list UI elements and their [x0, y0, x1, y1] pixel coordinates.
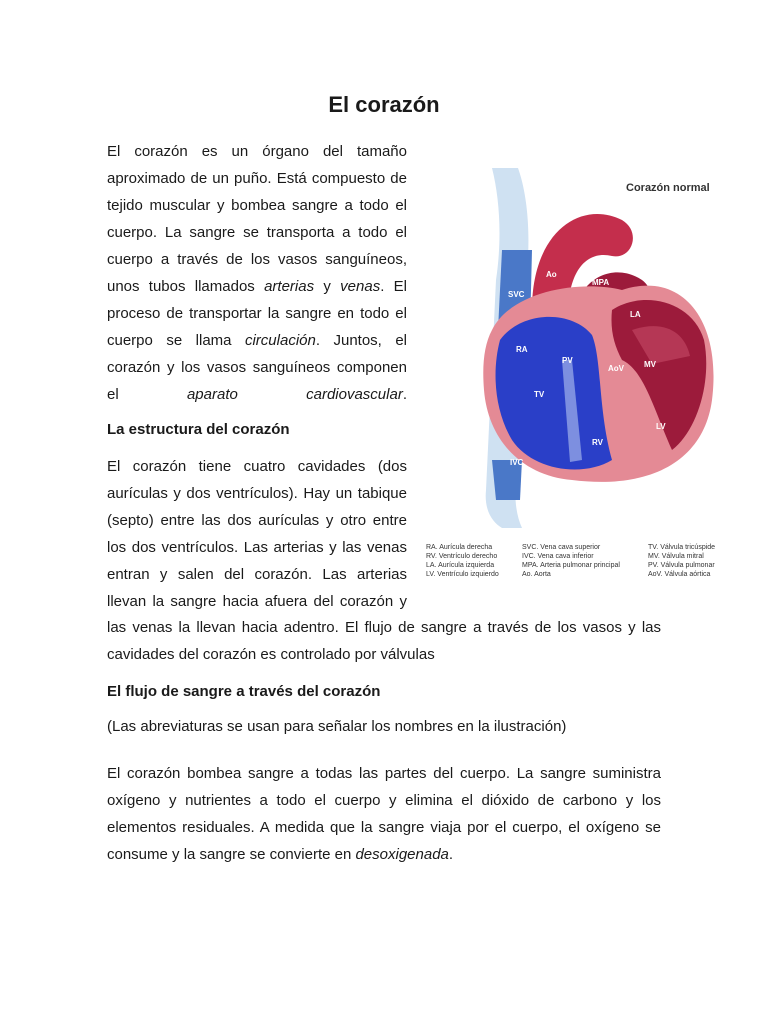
legend-item: RA. Aurícula derecha	[426, 544, 493, 551]
legend-item: RV. Ventrículo derecho	[426, 553, 498, 560]
label-lv: LV	[656, 422, 666, 431]
label-ao: Ao	[546, 270, 557, 279]
legend-item: LV. Ventrículo izquierdo	[426, 571, 499, 578]
legend-item: IVC. Vena cava inferior	[522, 553, 594, 560]
label-pv: PV	[562, 356, 573, 365]
legend-column-3	[648, 543, 715, 579]
legend-column-2	[522, 543, 620, 579]
legend-item: PV. Válvula pulmonar	[648, 562, 715, 569]
label-mv: MV	[644, 360, 656, 369]
heart-illustration	[422, 160, 758, 588]
legend-item: MPA. Arteria pulmonar principal	[522, 562, 620, 569]
label-ra: RA	[516, 345, 528, 354]
legend-item: TV. Válvula tricúspide	[648, 544, 716, 551]
structure-paragraph-continued: las venas la llevan hacia adentro. El flujo de sangre a través de los vasos y las cavidades del corazón es controlado por válvulas	[107, 619, 661, 663]
section-heading-flow: El flujo de sangre a través del corazón	[107, 683, 381, 700]
abbreviations-note: (Las abreviaturas se usan para señalar los nombres en la ilustración)	[107, 718, 567, 735]
intro-paragraph: El corazón es un órgano del tamaño aproximado de un puño. Está compuesto de tejido muscular y bombea sangre a todo el cuerpo. La sangre se transporta a todo el cuerpo a través de los vasos sanguíneos, unos tubos llamados arterias y venas. El proceso de transportar la sangre en todo el cuerpo se llama circulación. Juntos, el corazón y los vasos sanguíneos componen el aparato cardiovascular.	[107, 143, 407, 403]
legend-item: Ao. Aorta	[522, 571, 551, 578]
label-ivc: IVC	[510, 458, 524, 467]
legend-item: LA. Aurícula izquierda	[426, 562, 495, 569]
legend-item: SVC. Vena cava superior	[522, 544, 601, 551]
structure-paragraph: El corazón tiene cuatro cavidades (dos aurículas y dos ventrículos). Hay un tabique (septo) entre las dos aurículas y otro entre los dos ventrículos. Las arterias y las venas entran y salen del corazón. Las arterias llevan la sangre hacia afuera del corazón y	[107, 458, 407, 610]
label-aov: AoV	[608, 364, 624, 373]
page-title: El corazón	[328, 92, 440, 117]
section-heading-structure: La estructura del corazón	[107, 421, 290, 438]
label-svc: SVC	[508, 290, 525, 299]
label-tv: TV	[534, 390, 545, 399]
heart-diagram	[422, 160, 758, 530]
label-mpa: MPA	[592, 278, 610, 287]
legend-item: MV. Válvula mitral	[648, 553, 704, 560]
flow-paragraph: El corazón bombea sangre a todas las partes del cuerpo. La sangre suministra oxígeno y nutrientes a todo el cuerpo y elimina el dióxido de carbono y los elementos residuales. A medida que la sangre viaja por el cuerpo, el oxígeno se consume y la sangre se convierte en desoxigenada.	[107, 765, 661, 863]
legend-item: AoV. Válvula aórtica	[648, 571, 711, 578]
label-rv: RV	[592, 438, 603, 447]
legend-column-1	[426, 543, 499, 579]
figure-title: Corazón normal	[626, 182, 710, 194]
label-la: LA	[630, 310, 641, 319]
